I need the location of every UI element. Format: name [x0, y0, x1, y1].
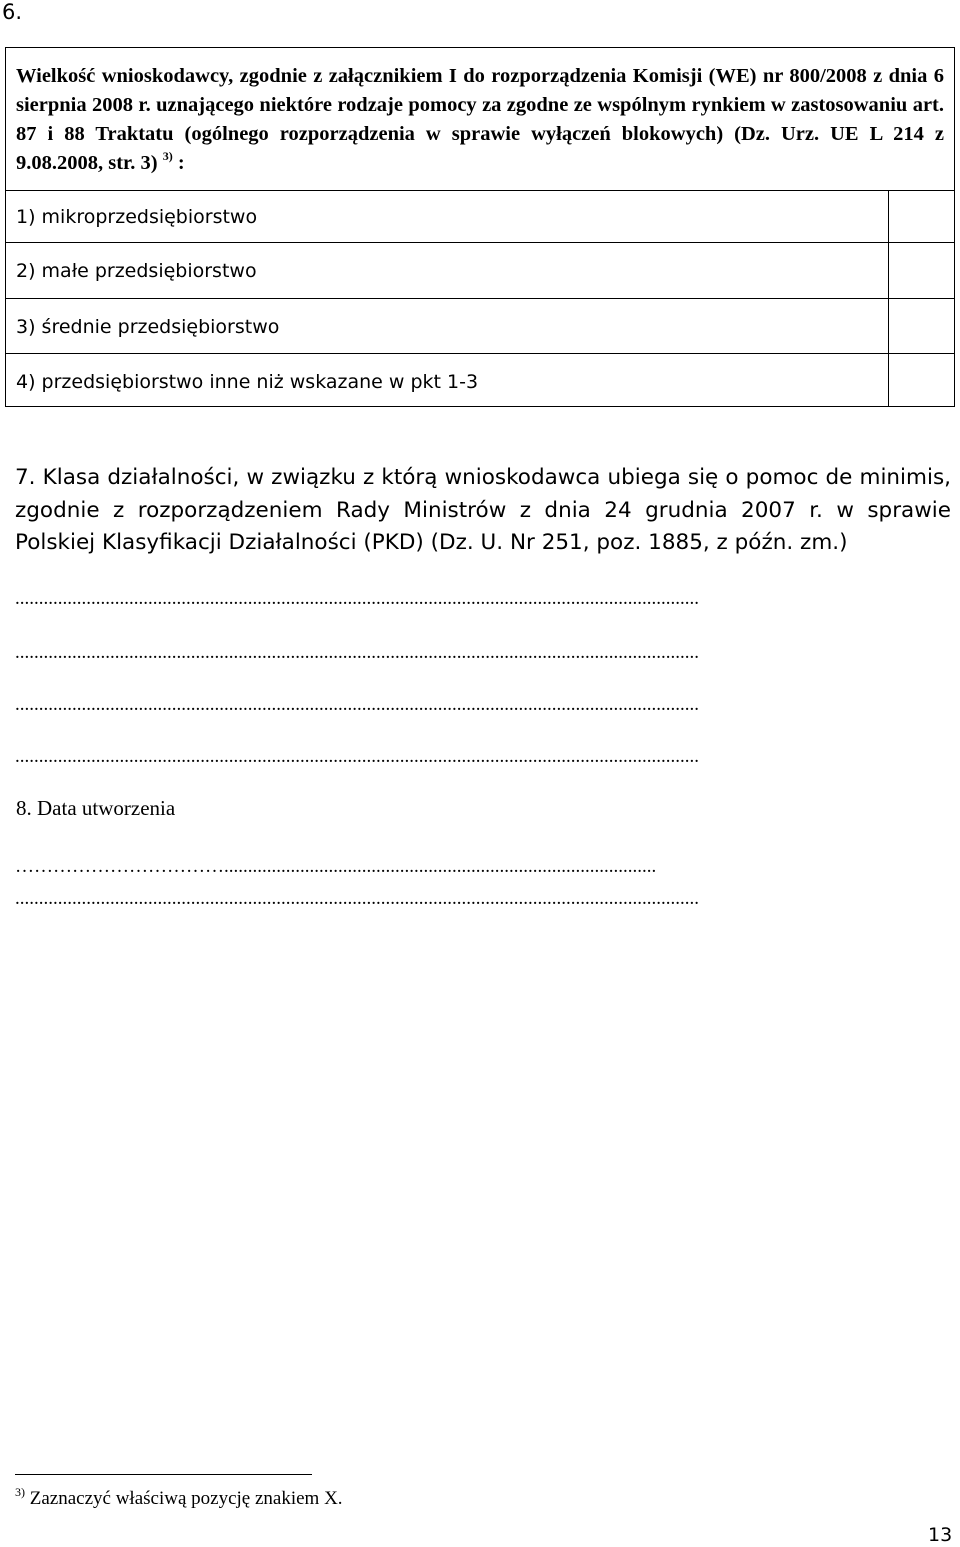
option-small-checkbox[interactable] [889, 243, 955, 298]
date-fill-line[interactable]: ……………………………........................................................................................... [15, 856, 657, 877]
row-divider [5, 353, 955, 354]
pkd-fill-line[interactable]: ................................................................................................................................................ [15, 746, 699, 767]
footnote-separator [15, 1474, 312, 1475]
footnote [15, 1485, 343, 1510]
pkd-fill-line[interactable]: ................................................................................................................................................ [15, 642, 699, 663]
row-divider [5, 242, 955, 243]
option-small-label: 2) małe przedsiębiorstwo [16, 260, 257, 282]
heading-text: Wielkość wnioskodawcy, zgodnie z załącznikiem I do rozporządzenia Komisji (WE) nr 800/2008 z dnia 6 sierpnia 2008 r. uznającego niektóre rodzaje pomocy za zgodne ze wspólnym rynkiem w zastosowaniu art. 87 i 88 Traktatu (ogólnego rozporządzenia w sprawie wyłączeń blokowych) (Dz. Urz. UE L 214 z 9.08.2008, str. 3) [16, 65, 944, 174]
row-divider [5, 190, 955, 191]
section-8-title: 8. Data utworzenia [16, 796, 176, 820]
section-number: 6. [2, 0, 23, 24]
row-divider [5, 298, 955, 299]
pkd-fill-line[interactable]: ................................................................................................................................................ [15, 588, 699, 609]
page-number: 13 [928, 1524, 953, 1546]
option-other-checkbox[interactable] [889, 354, 955, 406]
option-micro-checkbox[interactable] [889, 191, 955, 242]
option-medium-label: 3) średnie przedsiębiorstwo [16, 316, 280, 338]
footnote-ref: 3) [162, 149, 173, 163]
footnote-text: Zaznaczyć właściwą pozycję znakiem X. [29, 1488, 343, 1509]
pkd-fill-line[interactable]: ................................................................................................................................................ [15, 694, 699, 715]
footnote-mark: 3) [15, 1485, 25, 1499]
option-medium-checkbox[interactable] [889, 299, 955, 353]
option-micro-label: 1) mikroprzedsiębiorstwo [16, 206, 258, 228]
heading-colon: : [177, 152, 185, 174]
option-other-label: 4) przedsiębiorstwo inne niż wskazane w pkt 1-3 [16, 371, 479, 393]
date-fill-line[interactable]: ................................................................................................................................................ [15, 888, 699, 909]
section-7-text: 7. Klasa działalności, w związku z którą wnioskodawca ubiega się o pomoc de minimis, zgodnie z rozporządzeniem Rady Ministrów z dnia 24 grudnia 2007 r. w sprawie Polskiej Klasyfikacji Działalności (PKD) (Dz. U. Nr 251, poz. 1885, z późn. zm.) [15, 465, 951, 555]
section-6-heading [16, 62, 944, 178]
